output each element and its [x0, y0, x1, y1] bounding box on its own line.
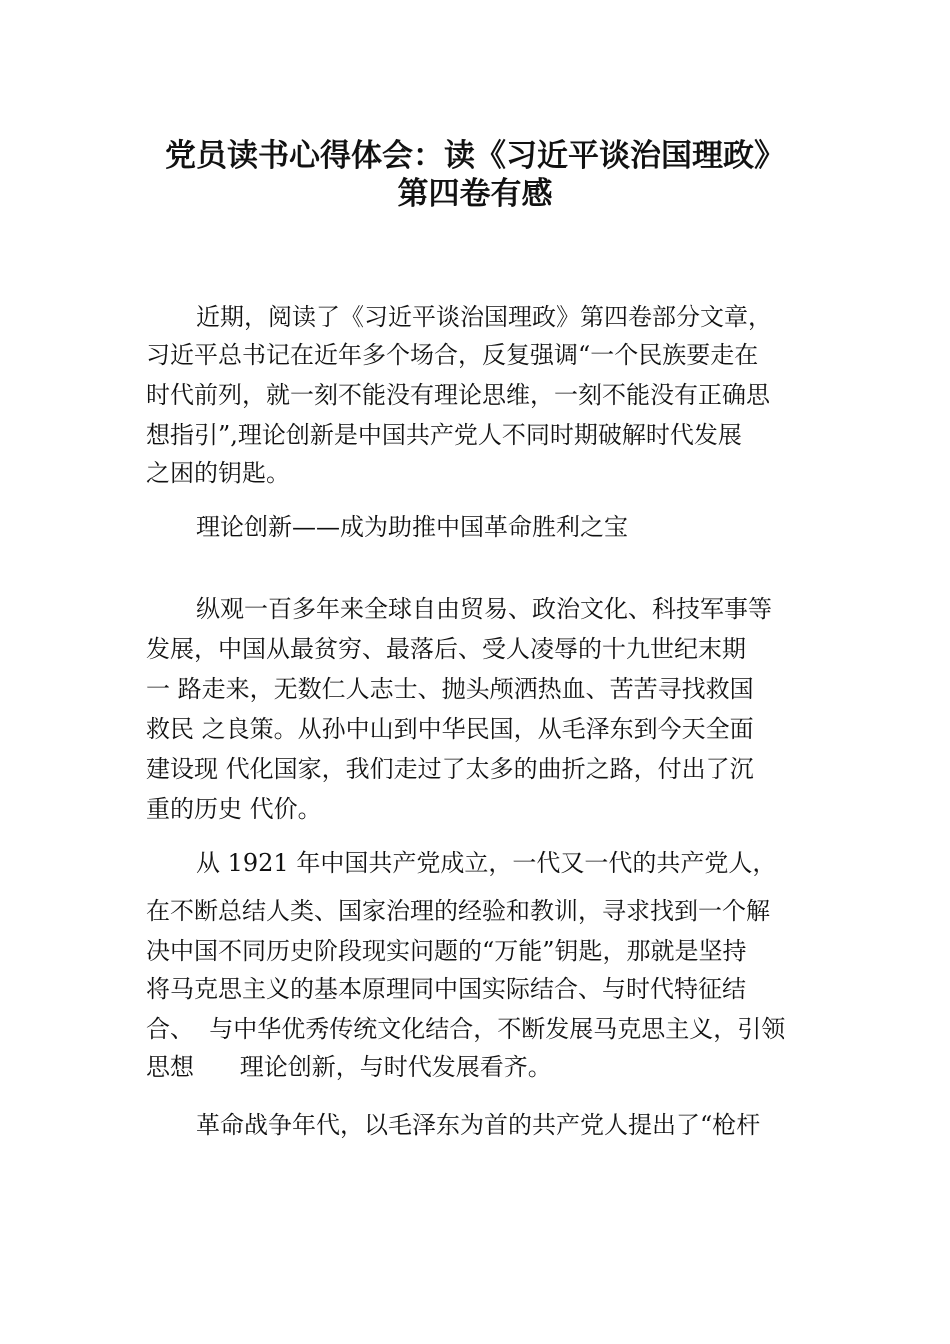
paragraph-line: 合、 与中华优秀传统文化结合，不断发展马克思主义，引领 [146, 1015, 786, 1043]
paragraph-line: 近期，阅读了《习近平谈治国理政》第四卷部分文章， [196, 303, 772, 331]
paragraph-line: 革命战争年代，以毛泽东为首的共产党人提出了“枪杆 [196, 1111, 761, 1139]
paragraph-line: 建设现 代化国家，我们走过了太多的曲折之路，付出了沉 [146, 755, 754, 783]
paragraph-line: 纵观一百多年来全球自由贸易、政治文化、科技军事等 [196, 595, 772, 623]
document-title-line-1: 党员读书心得体会：读《习近平谈治国理政》 [165, 138, 785, 174]
paragraph-line: 时代前列，就一刻不能没有理论思维，一刻不能没有正确思 [146, 381, 770, 409]
paragraph-line: 之困的钥匙。 [146, 459, 290, 487]
paragraph-line: 重的历史 代价。 [146, 795, 322, 823]
paragraph-line: 想指引”,理论创新是中国共产党人不同时期破解时代发展 [146, 421, 742, 449]
paragraph-line: 一 路走来，无数仁人志士、抛头颅洒热血、苦苦寻找救国 [146, 675, 754, 703]
paragraph-line: 从 1921 年中国共产党成立，一代又一代的共产党人， [196, 849, 777, 877]
paragraph-line: 救民 之良策。从孙中山到中华民国，从毛泽东到今天全面 [146, 715, 754, 743]
paragraph-line: 在不断总结人类、国家治理的经验和教训，寻求找到一个解 [146, 897, 770, 925]
paragraph-line: 发展，中国从最贫穷、最落后、受人凌辱的十九世纪末期 [146, 635, 746, 663]
document-title-line-2: 第四卷有感 [397, 176, 553, 212]
section-heading: 理论创新——成为助推中国革命胜利之宝 [196, 513, 628, 541]
paragraph-line: 习近平总书记在近年多个场合，反复强调“一个民族要走在 [146, 341, 759, 369]
paragraph-line: 思想 理论创新，与时代发展看齐。 [146, 1053, 552, 1081]
paragraph-line: 将马克思主义的基本原理同中国实际结合、与时代特征结 [146, 975, 746, 1003]
paragraph-line: 决中国不同历史阶段现实问题的“万能”钥匙，那就是坚持 [146, 937, 747, 965]
